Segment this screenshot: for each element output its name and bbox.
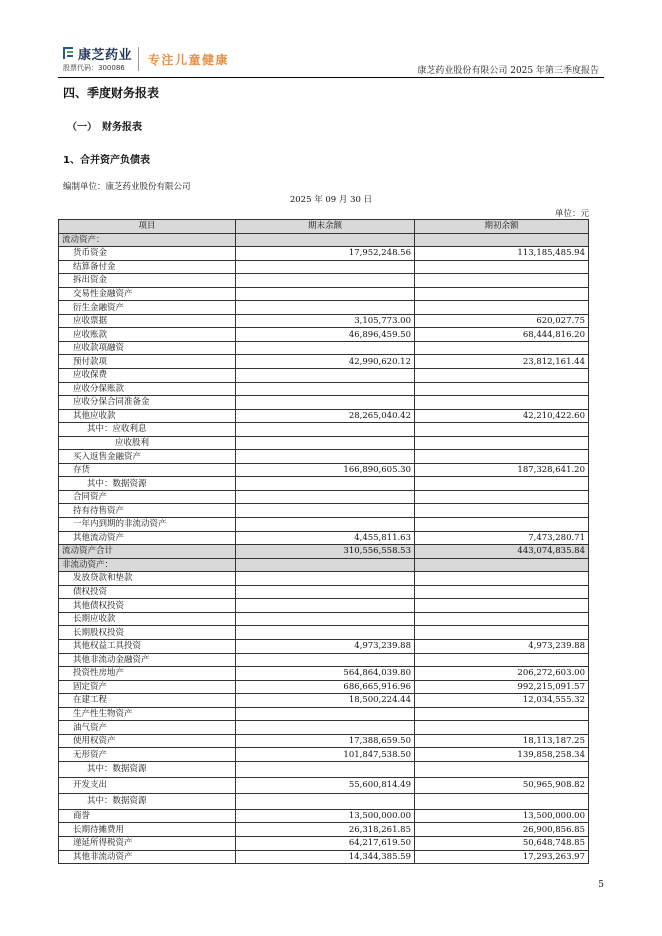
row-label: 拆出资金 <box>59 274 236 288</box>
end-balance-cell <box>236 572 415 586</box>
begin-balance-cell <box>415 477 589 491</box>
row-label: 应收分保合同准备金 <box>59 396 236 410</box>
table-row <box>59 572 589 586</box>
end-balance-cell <box>236 301 415 315</box>
begin-balance-cell: 26,900,856.85 <box>415 823 589 837</box>
table-row <box>59 585 589 599</box>
subsection-title: （一） 财务报表 <box>67 122 142 133</box>
table-row <box>59 490 589 504</box>
end-balance-cell: 42,990,620.12 <box>236 355 415 369</box>
table-row <box>59 748 589 762</box>
row-label: 合同资产 <box>59 490 236 504</box>
row-label: 应收账款 <box>59 328 236 342</box>
table-row <box>59 667 589 681</box>
column-header-item: 项目 <box>59 220 236 234</box>
end-balance-cell: 13,500,000.00 <box>236 809 415 823</box>
end-balance-cell <box>236 341 415 355</box>
table-row <box>59 369 589 383</box>
begin-balance-cell: 68,444,816.20 <box>415 328 589 342</box>
begin-balance-cell: 4,973,239.88 <box>415 639 589 653</box>
row-label: 衍生金融资产 <box>59 301 236 315</box>
row-label: 商誉 <box>59 809 236 823</box>
end-balance-cell <box>236 382 415 396</box>
row-label: 生产性生物资产 <box>59 707 236 721</box>
begin-balance-cell <box>415 260 589 274</box>
row-label: 其他债权投资 <box>59 599 236 613</box>
table-row <box>59 355 589 369</box>
end-balance-cell: 564,864,039.80 <box>236 667 415 681</box>
begin-balance-cell: 50,965,908.82 <box>415 777 589 793</box>
table-row <box>59 653 589 667</box>
begin-balance-cell: 50,648,748.85 <box>415 836 589 850</box>
company-logo-icon <box>63 47 73 59</box>
table-row <box>59 721 589 735</box>
begin-balance-cell <box>415 612 589 626</box>
row-label: 其他非流动资产 <box>59 850 236 864</box>
begin-balance-cell <box>415 233 589 247</box>
table-row <box>59 823 589 837</box>
row-label: 递延所得税资产 <box>59 836 236 850</box>
row-label: 长期待摊费用 <box>59 823 236 837</box>
begin-balance-cell <box>415 396 589 410</box>
begin-balance-cell <box>415 382 589 396</box>
table-row <box>59 599 589 613</box>
table-row <box>59 341 589 355</box>
end-balance-cell <box>236 274 415 288</box>
begin-balance-cell <box>415 721 589 735</box>
begin-balance-cell: 992,215,091.57 <box>415 680 589 694</box>
row-label: 使用权资产 <box>59 734 236 748</box>
table-row <box>59 531 589 545</box>
end-balance-cell: 4,455,811.63 <box>236 531 415 545</box>
table-row <box>59 639 589 653</box>
begin-balance-cell: 620,027.75 <box>415 314 589 328</box>
end-balance-cell <box>236 396 415 410</box>
table-row <box>59 734 589 748</box>
begin-balance-cell: 113,185,485.94 <box>415 247 589 261</box>
end-balance-cell <box>236 423 415 437</box>
row-label: 非流动资产： <box>59 558 236 572</box>
row-label: 应收分保账款 <box>59 382 236 396</box>
begin-balance-cell: 17,293,263.97 <box>415 850 589 864</box>
end-balance-cell <box>236 558 415 572</box>
begin-balance-cell <box>415 436 589 450</box>
row-label: 其中：数据资源 <box>59 761 236 777</box>
logo-divider <box>138 47 139 71</box>
begin-balance-cell: 13,500,000.00 <box>415 809 589 823</box>
end-balance-cell <box>236 653 415 667</box>
row-label: 在建工程 <box>59 694 236 708</box>
end-balance-cell <box>236 504 415 518</box>
row-label: 应收股利 <box>59 436 236 450</box>
table-row <box>59 504 589 518</box>
begin-balance-cell: 139,858,258.34 <box>415 748 589 762</box>
end-balance-cell <box>236 707 415 721</box>
end-balance-cell: 14,344,385.59 <box>236 850 415 864</box>
table-row <box>59 436 589 450</box>
table-row <box>59 287 589 301</box>
begin-balance-cell <box>415 761 589 777</box>
row-label: 开发支出 <box>59 777 236 793</box>
end-balance-cell: 55,600,814.49 <box>236 777 415 793</box>
column-header-end-balance: 期末余额 <box>236 220 415 234</box>
table-row <box>59 450 589 464</box>
table-row <box>59 247 589 261</box>
end-balance-cell <box>236 761 415 777</box>
row-label: 应收票据 <box>59 314 236 328</box>
table-row <box>59 301 589 315</box>
end-balance-cell: 310,556,558.53 <box>236 545 415 559</box>
table-row <box>59 382 589 396</box>
row-label: 长期应收款 <box>59 612 236 626</box>
row-label: 其他非流动金融资产 <box>59 653 236 667</box>
table-row <box>59 694 589 708</box>
begin-balance-cell <box>415 301 589 315</box>
begin-balance-cell: 7,473,280.71 <box>415 531 589 545</box>
table-row <box>59 518 589 532</box>
table-row <box>59 558 589 572</box>
end-balance-cell: 17,388,659.50 <box>236 734 415 748</box>
begin-balance-cell <box>415 450 589 464</box>
row-label: 结算备付金 <box>59 260 236 274</box>
end-balance-cell: 28,265,040.42 <box>236 409 415 423</box>
begin-balance-cell <box>415 369 589 383</box>
end-balance-cell: 26,318,261.85 <box>236 823 415 837</box>
row-label: 应收保费 <box>59 369 236 383</box>
row-label: 长期股权投资 <box>59 626 236 640</box>
end-balance-cell <box>236 721 415 735</box>
table-row <box>59 274 589 288</box>
page-number: 5 <box>598 880 604 890</box>
begin-balance-cell: 42,210,422.60 <box>415 409 589 423</box>
table-row <box>59 260 589 274</box>
table-row <box>59 423 589 437</box>
table-header-row <box>59 220 589 234</box>
table-row <box>59 626 589 640</box>
row-label: 无形资产 <box>59 748 236 762</box>
table-row <box>59 836 589 850</box>
table-row <box>59 761 589 777</box>
row-label: 买入返售金融资产 <box>59 450 236 464</box>
end-balance-cell: 3,105,773.00 <box>236 314 415 328</box>
end-balance-cell: 64,217,619.50 <box>236 836 415 850</box>
row-label: 油气资产 <box>59 721 236 735</box>
row-label: 流动资产： <box>59 233 236 247</box>
begin-balance-cell: 443,074,835.84 <box>415 545 589 559</box>
row-label: 其他权益工具投资 <box>59 639 236 653</box>
table-row <box>59 477 589 491</box>
end-balance-cell <box>236 233 415 247</box>
table-title: 1、合并资产负债表 <box>63 155 150 166</box>
begin-balance-cell <box>415 423 589 437</box>
begin-balance-cell <box>415 599 589 613</box>
logo-company-name: 康芝药业 <box>78 48 133 63</box>
end-balance-cell <box>236 518 415 532</box>
row-label: 其他应收款 <box>59 409 236 423</box>
begin-balance-cell: 23,812,161.44 <box>415 355 589 369</box>
currency-unit: 单位：元 <box>554 209 589 219</box>
begin-balance-cell: 187,328,641.20 <box>415 463 589 477</box>
row-label: 其中：数据资源 <box>59 793 236 809</box>
begin-balance-cell <box>415 558 589 572</box>
row-label: 债权投资 <box>59 585 236 599</box>
header-rule <box>58 77 604 78</box>
end-balance-cell: 686,665,916.96 <box>236 680 415 694</box>
begin-balance-cell <box>415 504 589 518</box>
end-balance-cell <box>236 477 415 491</box>
begin-balance-cell <box>415 274 589 288</box>
begin-balance-cell: 12,034,555.32 <box>415 694 589 708</box>
begin-balance-cell <box>415 793 589 809</box>
end-balance-cell: 4,973,239.88 <box>236 639 415 653</box>
table-row <box>59 793 589 809</box>
page-header <box>0 0 662 80</box>
end-balance-cell: 18,500,224.44 <box>236 694 415 708</box>
end-balance-cell <box>236 490 415 504</box>
begin-balance-cell <box>415 653 589 667</box>
table-row <box>59 612 589 626</box>
table-row <box>59 463 589 477</box>
row-label: 其中：数据资源 <box>59 477 236 491</box>
end-balance-cell: 166,890,605.30 <box>236 463 415 477</box>
row-label: 其他流动资产 <box>59 531 236 545</box>
row-label: 发放贷款和垫款 <box>59 572 236 586</box>
end-balance-cell: 46,896,459.50 <box>236 328 415 342</box>
table-row <box>59 328 589 342</box>
row-label: 存货 <box>59 463 236 477</box>
table-row <box>59 680 589 694</box>
begin-balance-cell: 18,113,187.25 <box>415 734 589 748</box>
row-label: 一年内到期的非流动资产 <box>59 518 236 532</box>
report-title: 康芝药业股份有限公司 2025 年第三季度报告 <box>417 66 599 76</box>
begin-balance-cell <box>415 518 589 532</box>
end-balance-cell <box>236 450 415 464</box>
table-row <box>59 777 589 793</box>
begin-balance-cell <box>415 626 589 640</box>
row-label: 投资性房地产 <box>59 667 236 681</box>
row-label: 预付款项 <box>59 355 236 369</box>
end-balance-cell <box>236 793 415 809</box>
end-balance-cell <box>236 599 415 613</box>
row-label: 持有待售资产 <box>59 504 236 518</box>
row-label: 固定资产 <box>59 680 236 694</box>
table-row <box>59 850 589 864</box>
row-label: 货币资金 <box>59 247 236 261</box>
begin-balance-cell <box>415 490 589 504</box>
begin-balance-cell <box>415 585 589 599</box>
end-balance-cell: 101,847,538.50 <box>236 748 415 762</box>
report-date: 2025 年 09 月 30 日 <box>289 195 373 205</box>
balance-sheet-table <box>58 219 589 864</box>
section-title: 四、季度财务报表 <box>63 86 160 100</box>
table-body <box>59 233 589 864</box>
end-balance-cell <box>236 612 415 626</box>
end-balance-cell <box>236 436 415 450</box>
compiling-unit: 编制单位：康芝药业股份有限公司 <box>63 182 191 192</box>
table-row <box>59 409 589 423</box>
end-balance-cell <box>236 260 415 274</box>
end-balance-cell <box>236 369 415 383</box>
stock-code: 股票代码：300086 <box>63 64 125 72</box>
end-balance-cell: 17,952,248.56 <box>236 247 415 261</box>
company-slogan: 专注儿童健康 <box>148 53 230 67</box>
begin-balance-cell <box>415 572 589 586</box>
begin-balance-cell: 206,272,603.00 <box>415 667 589 681</box>
begin-balance-cell <box>415 341 589 355</box>
end-balance-cell <box>236 626 415 640</box>
table-row <box>59 809 589 823</box>
table-row <box>59 707 589 721</box>
column-header-begin-balance: 期初余额 <box>415 220 589 234</box>
begin-balance-cell <box>415 287 589 301</box>
end-balance-cell <box>236 287 415 301</box>
row-label: 流动资产合计 <box>59 545 236 559</box>
row-label: 交易性金融资产 <box>59 287 236 301</box>
table-row <box>59 396 589 410</box>
begin-balance-cell <box>415 707 589 721</box>
table-row <box>59 314 589 328</box>
row-label: 应收款项融资 <box>59 341 236 355</box>
end-balance-cell <box>236 585 415 599</box>
row-label: 其中：应收利息 <box>59 423 236 437</box>
table-row <box>59 545 589 559</box>
table-row <box>59 233 589 247</box>
